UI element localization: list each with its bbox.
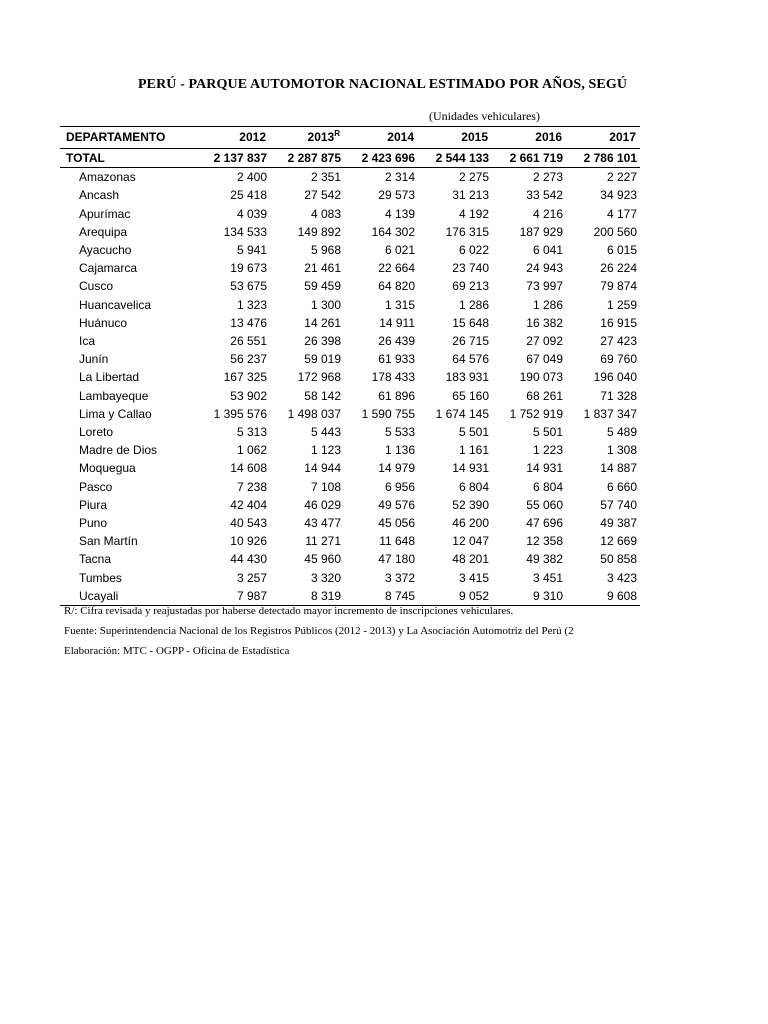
table-row [60, 496, 640, 514]
department-name: Junín [79, 352, 109, 367]
column-header-year [418, 127, 492, 149]
table-row [60, 550, 640, 568]
table-cell: 14 911 [379, 315, 415, 330]
table-cell: 6 041 [532, 243, 563, 258]
table-row [60, 405, 640, 423]
column-header-year [492, 127, 566, 149]
table-cell: 11 271 [305, 534, 341, 549]
table-row [60, 478, 640, 496]
table-cell: 1 223 [532, 443, 563, 458]
total-cell: 2 661 719 [492, 149, 566, 168]
department-name: Apurímac [79, 206, 131, 221]
table-cell: 23 740 [452, 261, 489, 276]
table-cell: 3 415 [458, 570, 489, 585]
table-row [60, 423, 640, 441]
table-cell: 67 049 [526, 352, 563, 367]
table-cell: 14 931 [452, 461, 489, 476]
table-cell: 73 997 [526, 279, 563, 294]
table-cell: 9 608 [566, 587, 640, 606]
column-header-year [196, 127, 270, 149]
table-cell: 24 943 [526, 261, 563, 276]
table-cell: 48 201 [452, 552, 489, 567]
table-row [60, 259, 640, 277]
table-cell: 26 715 [452, 334, 489, 349]
table-cell: 56 237 [230, 352, 267, 367]
year-label: 2012 [239, 130, 266, 144]
table-row [60, 205, 640, 223]
table-cell: 3 320 [310, 570, 341, 585]
table-cell: 149 892 [297, 224, 341, 239]
table-row [60, 186, 640, 204]
table-row [60, 332, 640, 350]
table-cell: 2 275 [458, 170, 489, 185]
table-cell: 29 573 [378, 188, 415, 203]
table-cell: 3 423 [606, 570, 637, 585]
table-cell: 1 498 037 [287, 406, 341, 421]
table-cell: 71 328 [600, 388, 637, 403]
table-cell: 4 177 [606, 206, 637, 221]
table-cell: 14 608 [230, 461, 267, 476]
table-cell: 58 142 [304, 388, 341, 403]
department-name: Cusco [79, 279, 114, 294]
note-line: Elaboración: MTC - OGPP - Oficina de Estadística [64, 645, 290, 657]
table-cell: 61 933 [378, 352, 415, 367]
table-cell: 176 315 [445, 224, 489, 239]
table-cell: 26 551 [230, 334, 267, 349]
table-row [60, 223, 640, 241]
table-cell: 12 047 [452, 534, 489, 549]
table-cell: 52 390 [452, 497, 489, 512]
department-name: Moquegua [79, 461, 136, 476]
department-name: Tacna [79, 552, 112, 567]
table-row [60, 532, 640, 550]
note-line: Fuente: Superintendencia Nacional de los Registros Públicos (2012 - 2013) y La Asociación Automotriz del Perú (2 [64, 625, 574, 637]
table-cell: 1 123 [310, 443, 341, 458]
total-cell: 2 544 133 [418, 149, 492, 168]
table-cell: 26 439 [378, 334, 415, 349]
table-cell: 53 902 [230, 388, 267, 403]
table-cell: 5 313 [236, 425, 267, 440]
table-cell: 178 433 [371, 370, 415, 385]
table-cell: 61 896 [378, 388, 415, 403]
table-cell: 49 387 [600, 516, 637, 531]
table-cell: 42 404 [230, 497, 267, 512]
department-name: Ucayali [60, 587, 196, 606]
department-name: Madre de Dios [79, 443, 158, 458]
table-cell: 46 200 [452, 516, 489, 531]
table-cell: 6 804 [458, 479, 489, 494]
table-cell: 1 300 [310, 297, 341, 312]
table-cell: 14 887 [600, 461, 637, 476]
table-cell: 16 915 [600, 315, 637, 330]
table-cell: 3 257 [236, 570, 267, 585]
column-header-year [344, 127, 418, 149]
table-cell: 45 056 [378, 516, 415, 531]
department-name: Lima y Callao [79, 406, 152, 421]
table-cell: 1 752 919 [509, 406, 563, 421]
table-row [60, 277, 640, 295]
year-label: 2015 [461, 130, 488, 144]
table-cell: 7 238 [236, 479, 267, 494]
table-cell: 1 286 [458, 297, 489, 312]
total-cell: 2 137 837 [196, 149, 270, 168]
department-name: Ica [79, 334, 96, 349]
table-cell: 2 227 [606, 170, 637, 185]
department-name: San Martín [79, 534, 138, 549]
column-header-year [566, 127, 640, 149]
table-cell: 65 160 [452, 388, 489, 403]
table-cell: 196 040 [593, 370, 637, 385]
table-cell: 3 451 [532, 570, 563, 585]
table-cell: 31 213 [452, 188, 489, 203]
year-label: 2016 [535, 130, 562, 144]
table-cell: 9 052 [418, 587, 492, 606]
table-notes [64, 603, 574, 663]
table-cell: 6 015 [606, 243, 637, 258]
table-cell: 5 968 [310, 243, 341, 258]
table-cell: 1 286 [532, 297, 563, 312]
table-cell: 200 560 [593, 224, 637, 239]
table-cell: 45 960 [304, 552, 341, 567]
table-cell: 1 590 755 [361, 406, 415, 421]
department-name: Arequipa [79, 224, 128, 239]
table-row [60, 314, 640, 332]
table-cell: 2 314 [384, 170, 415, 185]
column-header-departamento: DEPARTAMENTO [60, 127, 196, 149]
table-cell: 12 669 [600, 534, 637, 549]
table-cell: 59 459 [304, 279, 341, 294]
table-cell: 172 968 [297, 370, 341, 385]
table-cell: 27 542 [304, 188, 341, 203]
table-cell: 14 931 [526, 461, 563, 476]
table-cell: 1 323 [236, 297, 267, 312]
table-cell: 1 837 347 [583, 406, 637, 421]
table-cell: 7 108 [310, 479, 341, 494]
table-cell: 187 929 [519, 224, 563, 239]
column-header-year [270, 127, 344, 149]
total-cell: 2 287 875 [270, 149, 344, 168]
table-cell: 183 931 [445, 370, 489, 385]
table-cell: 1 136 [384, 443, 415, 458]
table-cell: 53 675 [230, 279, 267, 294]
table-cell: 1 315 [384, 297, 415, 312]
table-cell: 1 395 576 [213, 406, 267, 421]
department-name: Cajamarca [79, 261, 138, 276]
department-name: Puno [79, 516, 108, 531]
department-name: Ancash [79, 188, 120, 203]
table-cell: 11 648 [379, 534, 415, 549]
table-cell: 34 923 [600, 188, 637, 203]
table-cell: 49 382 [526, 552, 563, 567]
revised-marker: R [334, 129, 340, 138]
table-row [60, 459, 640, 477]
table-cell: 47 696 [526, 516, 563, 531]
department-name: Loreto [79, 425, 114, 440]
table-cell: 190 073 [519, 370, 563, 385]
table-cell: 5 443 [310, 425, 341, 440]
table-cell: 5 533 [384, 425, 415, 440]
table-cell: 2 351 [310, 170, 341, 185]
table-cell: 167 325 [223, 370, 267, 385]
table-cell: 4 192 [458, 206, 489, 221]
table-cell: 26 224 [600, 261, 637, 276]
department-name: Amazonas [79, 170, 136, 185]
vehicle-fleet-table [60, 126, 640, 606]
year-label: 2014 [387, 130, 414, 144]
table-cell: 10 926 [230, 534, 267, 549]
table-cell: 1 259 [606, 297, 637, 312]
table-cell: 6 804 [532, 479, 563, 494]
table-cell: 64 576 [452, 352, 489, 367]
table-cell: 134 533 [223, 224, 267, 239]
table-cell: 2 273 [532, 170, 563, 185]
table-cell: 5 941 [236, 243, 267, 258]
table-row [60, 387, 640, 405]
table-cell: 6 022 [458, 243, 489, 258]
department-name: Ayacucho [79, 243, 132, 258]
table-cell: 12 358 [526, 534, 563, 549]
table-cell: 1 161 [458, 443, 489, 458]
table-cell: 44 430 [230, 552, 267, 567]
table-cell: 14 979 [378, 461, 415, 476]
table-cell: 1 674 145 [435, 406, 489, 421]
year-label: 2017 [609, 130, 636, 144]
table-cell: 68 261 [526, 388, 563, 403]
units-label: (Unidades vehiculares) [429, 109, 540, 123]
table-cell: 4 039 [236, 206, 267, 221]
year-label: 2013 [307, 130, 335, 144]
table-cell: 19 673 [230, 261, 267, 276]
table-row [60, 441, 640, 459]
table-row [60, 569, 640, 587]
table-row [60, 350, 640, 368]
table-cell: 4 139 [384, 206, 415, 221]
table-row [60, 168, 640, 187]
table-cell: 1 062 [236, 443, 267, 458]
table-cell: 8 319 [270, 587, 344, 606]
table-row [60, 514, 640, 532]
table-row [60, 368, 640, 386]
table-cell: 6 660 [606, 479, 637, 494]
table-cell: 64 820 [378, 279, 415, 294]
table-cell: 27 092 [526, 334, 563, 349]
department-name: Lambayeque [79, 388, 149, 403]
table-cell: 5 501 [458, 425, 489, 440]
table-cell: 13 476 [230, 315, 267, 330]
total-cell: 2 786 101 [566, 149, 640, 168]
table-cell: 47 180 [378, 552, 415, 567]
table-cell: 33 542 [526, 188, 563, 203]
table-cell: 5 501 [532, 425, 563, 440]
table-cell: 16 382 [526, 315, 563, 330]
department-name: Pasco [79, 479, 113, 494]
table-cell: 22 664 [378, 261, 415, 276]
department-name: Tumbes [79, 570, 122, 585]
table-cell: 4 216 [532, 206, 563, 221]
department-name: Piura [79, 497, 108, 512]
table-cell: 59 019 [304, 352, 341, 367]
department-name: Huancavelica [79, 297, 152, 312]
table-cell: 1 308 [606, 443, 637, 458]
table-cell: 69 760 [600, 352, 637, 367]
table-cell: 25 418 [230, 188, 267, 203]
table-cell: 5 489 [606, 425, 637, 440]
table-cell: 26 398 [304, 334, 341, 349]
table-row [60, 241, 640, 259]
table-cell: 15 648 [452, 315, 489, 330]
table-cell: 27 423 [600, 334, 637, 349]
table-header-row [60, 127, 640, 149]
total-cell: 2 423 696 [344, 149, 418, 168]
table-cell: 21 461 [304, 261, 341, 276]
table-cell: 49 576 [378, 497, 415, 512]
table-cell: 57 740 [600, 497, 637, 512]
table-cell: 7 987 [196, 587, 270, 606]
table-cell: 40 543 [230, 516, 267, 531]
table-body [60, 149, 640, 606]
table-cell: 2 400 [236, 170, 267, 185]
table-cell: 6 021 [384, 243, 415, 258]
table-cell: 79 874 [600, 279, 637, 294]
table-row [60, 296, 640, 314]
table-cell: 8 745 [344, 587, 418, 606]
page-title: PERÚ - PARQUE AUTOMOTOR NACIONAL ESTIMADO POR AÑOS, SEGÚ [138, 77, 628, 92]
table-cell: 50 858 [600, 552, 637, 567]
table-cell: 3 372 [384, 570, 415, 585]
total-label: TOTAL [60, 149, 196, 168]
table-cell: 46 029 [304, 497, 341, 512]
table-cell: 4 083 [310, 206, 341, 221]
table-cell: 164 302 [371, 224, 415, 239]
table-cell: 14 944 [304, 461, 341, 476]
department-name: Huánuco [79, 315, 128, 330]
table-cell: 6 956 [384, 479, 415, 494]
department-name: La Libertad [79, 370, 140, 385]
note-line: R/: Cifra revisada y reajustadas por haberse detectado mayor incremento de inscripciones vehiculares. [64, 605, 514, 617]
total-row [60, 149, 640, 168]
table-cell: 69 213 [452, 279, 489, 294]
table-cell: 55 060 [526, 497, 563, 512]
table-cell: 43 477 [304, 516, 341, 531]
table-cell: 14 261 [304, 315, 341, 330]
table-cell: 9 310 [492, 587, 566, 606]
